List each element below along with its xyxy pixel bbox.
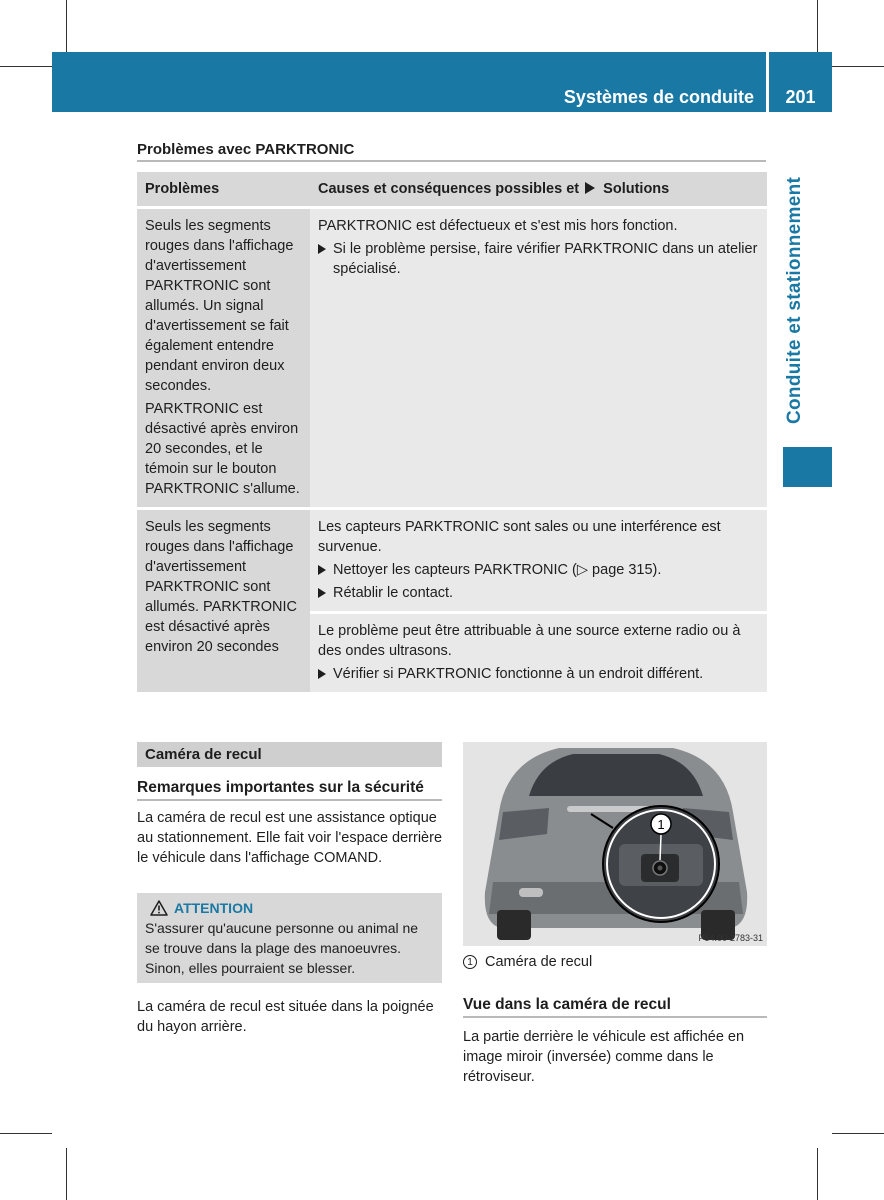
warning-text: S'assurer qu'aucune personne ou animal ne se trouve dans la plage des manoeuvres. Sinon, elles pourraient se blesser. (145, 920, 419, 976)
solution-text: Si le problème persise, faire vérifier PARKTRONIC dans un atelier spécialisé. (333, 241, 758, 277)
header-title: Systèmes de conduite (563, 87, 754, 107)
warning-box (137, 893, 442, 983)
view-heading: Vue dans la caméra de recul (463, 996, 767, 1018)
caption-number-icon: 1 (463, 955, 477, 969)
page-number: 201 (785, 87, 816, 107)
arrow-icon (585, 182, 595, 194)
cause-cell (310, 510, 767, 692)
column-header-problems: Problèmes (137, 172, 310, 206)
step-arrow-icon (318, 669, 326, 679)
rear-camera-photo (463, 742, 767, 946)
problem-text: PARKTRONIC est désactivé après environ 20 secondes, et le témoin sur le bouton PARKTRONIC s'allume. (145, 401, 300, 497)
crop-mark (832, 1133, 884, 1134)
solution-step (318, 583, 759, 603)
camera-section-bar: Caméra de recul (137, 742, 442, 767)
warning-triangle-icon (150, 900, 168, 916)
crop-mark (817, 0, 818, 52)
page-number-box (769, 52, 832, 112)
caption-text: Caméra de recul (485, 954, 593, 970)
callout-number: 1 (657, 817, 665, 832)
column-header-causes-text: Causes et conséquences possibles et (318, 181, 580, 197)
problem-cell (137, 510, 310, 692)
car-rear-illustration (463, 742, 767, 946)
table-header-row (137, 172, 767, 206)
solution-step (318, 239, 759, 279)
step-arrow-icon (318, 588, 326, 598)
view-text: La partie derrière le véhicule est affichée en image miroir (inversée) comme dans le rétroviseur. (463, 1029, 745, 1085)
solution-step (318, 560, 759, 580)
crop-mark (66, 1148, 67, 1200)
warning-title: ATTENTION (174, 900, 254, 916)
table-row (137, 209, 767, 507)
sub-separator (310, 611, 767, 614)
crop-mark (0, 1133, 52, 1134)
problem-cell (137, 209, 310, 507)
section-title: Problèmes avec PARKTRONIC (137, 141, 766, 162)
safety-heading: Remarques importantes sur la sécurité (137, 779, 442, 801)
cause-cell (310, 209, 767, 507)
photo-code: P54.00-2783-31 (698, 933, 763, 943)
problem-text: Seuls les segments rouges dans l'affichage d'avertissement PARKTRONIC sont allumés. PARKTRONIC est désactivé après environ 20 secondes (145, 519, 298, 655)
camera-location-text: La caméra de recul est située dans la poignée du hayon arrière. (137, 999, 434, 1035)
cause-text: PARKTRONIC est défectueux et s'est mis hors fonction. (318, 218, 678, 234)
solution-text: Vérifier si PARKTRONIC fonctionne à un endroit différent. (333, 666, 704, 682)
solution-text: Rétablir le contact. (333, 585, 454, 601)
cause-text: Le problème peut être attribuable à une source externe radio ou à des ondes ultrasons. (318, 623, 741, 659)
solution-text: Nettoyer les capteurs PARKTRONIC (▷ page 315). (333, 562, 662, 578)
photo-caption (463, 954, 592, 970)
table-row (137, 510, 767, 692)
warning-heading (145, 898, 434, 918)
step-arrow-icon (318, 244, 326, 254)
solution-step (318, 664, 759, 684)
cause-text: Les capteurs PARKTRONIC sont sales ou une interférence est survenue. (318, 519, 721, 555)
problem-text: Seuls les segments rouges dans l'affichage d'avertissement PARKTRONIC sont allumés. Un signal d'avertissement se fait également entendre pendant environ deux secondes. (145, 218, 294, 394)
problems-table (137, 172, 767, 692)
header-bar (52, 52, 766, 112)
crop-mark (0, 66, 52, 67)
camera-intro-text: La caméra de recul est une assistance optique au stationnement. Elle fait voir l'espace derrière le véhicule dans l'affichage COMAND. (137, 810, 443, 866)
column-header-solutions-text: Solutions (603, 181, 670, 197)
crop-mark (66, 0, 67, 52)
crop-mark (817, 1148, 818, 1200)
crop-mark (832, 66, 884, 67)
side-tab-marker (783, 447, 832, 487)
column-header-causes (310, 172, 767, 206)
side-tab-title: Conduite et stationnement (784, 176, 805, 425)
step-arrow-icon (318, 565, 326, 575)
